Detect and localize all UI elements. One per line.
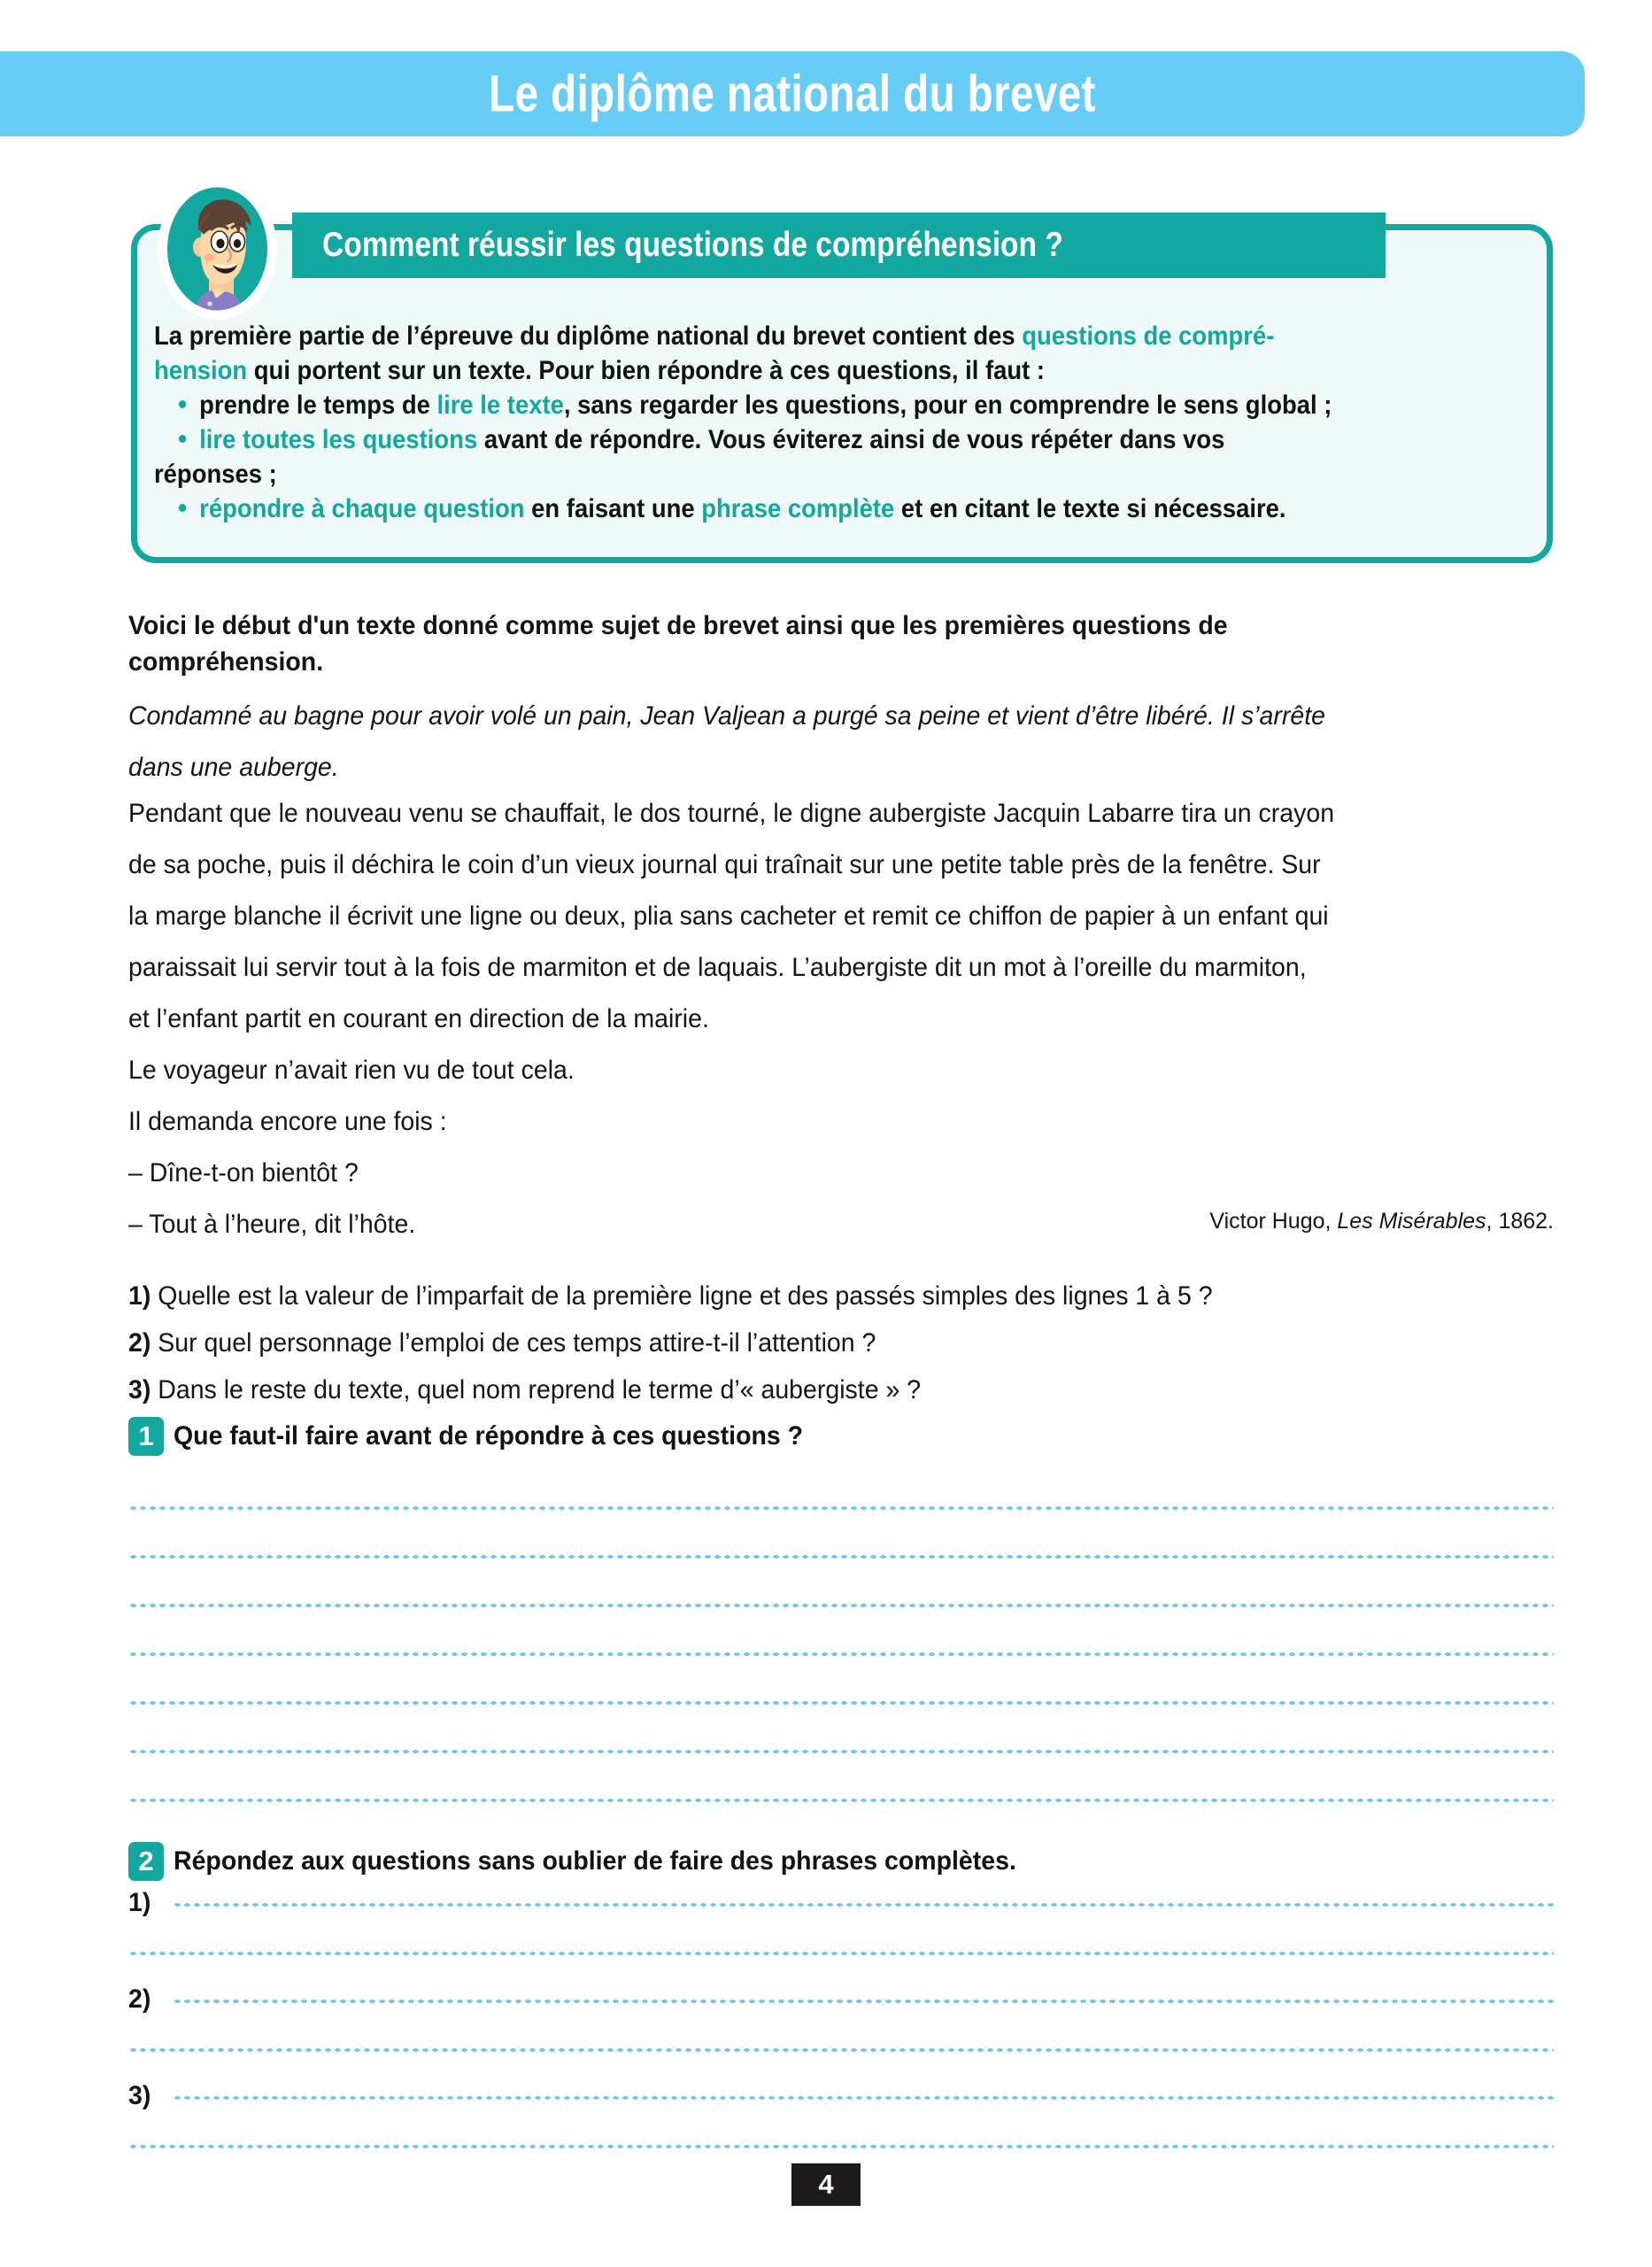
answer-line[interactable] [173,2095,1554,2101]
answer-label-2: 2) [128,1985,151,2014]
callout-bullet-1 [154,388,1439,422]
passage-line: – Dîne-t-on bientôt ? [128,1158,359,1188]
source-question [128,1366,1483,1413]
bullet-point-icon [179,435,186,443]
answer-line[interactable] [128,1505,1554,1511]
answer-line[interactable] [128,1951,1554,1956]
exercise-1-heading [128,1417,837,1456]
answer-label-1: 1) [128,1888,151,1917]
passage-line: et l’enfant partit en courant en direction de la mairie. [128,1004,709,1033]
passage-line: Le voyageur n’avait rien vu de tout cela. [128,1056,575,1085]
passage-text [128,788,1554,1250]
callout-text: et en citant le texte si nécessaire. [894,494,1286,523]
question-number: 2) [128,1328,151,1358]
passage-line: la marge blanche il écrivit une ligne ou deux, plia sans cacheter et remit ce chiffon de papier à un enfant qui [128,901,1329,931]
callout-intro-line-2 [154,353,1439,388]
question-text: Dans le reste du texte, quel nom reprend le terme d’« aubergiste » ? [151,1375,922,1404]
callout-accent-text: hension [154,356,248,385]
bullet-point-icon [179,400,186,408]
source-questions-list [128,1273,1554,1413]
question-text: Sur quel personnage l’emploi de ces temps attire-t-il l’attention ? [151,1328,876,1358]
attribution-author: Victor Hugo, [1209,1209,1338,1234]
callout-text: avant de répondre. Vous éviterez ainsi de vous répéter dans vos [477,425,1225,454]
callout-bullet-3 [154,491,1439,526]
method-callout-heading-banner [292,213,1386,278]
callout-accent-text: phrase complète [701,494,895,523]
answer-line[interactable] [128,2047,1554,2053]
passage-attribution [128,1209,1554,1234]
callout-text: réponses ; [154,460,277,489]
callout-text: en faisant une [524,494,702,523]
callout-text: prendre le temps de [199,391,437,420]
source-question [128,1273,1483,1319]
passage-line: Il demanda encore une fois : [128,1107,447,1136]
answer-line[interactable] [128,1603,1554,1608]
passage-intro-italic [128,691,1554,793]
page-title: Le diplôme national du brevet [489,65,1096,123]
passage-line: de sa poche, puis il déchira le coin d’un vieux journal qui traînait sur une petite table près de la fenêtre. Sur [128,850,1321,879]
lead-line: Voici le début d'un texte donné comme sujet de brevet ainsi que les premières questions de [128,611,1228,640]
student-avatar-icon [158,178,277,320]
answer-line[interactable] [173,1902,1554,1907]
method-callout-heading: Comment réussir les questions de compréhension ? [322,226,1063,264]
page-number-badge: 4 [791,2163,861,2206]
source-question [128,1319,1483,1366]
exercise-1-title: Que faut-il faire avant de répondre à ces questions ? [174,1421,804,1451]
callout-text: qui portent sur un texte. Pour bien répondre à ces questions, il faut : [247,356,1046,385]
method-callout-body [154,319,1535,526]
bullet-point-icon [179,504,186,512]
question-number: 3) [128,1375,151,1404]
answer-line[interactable] [128,1652,1554,1657]
callout-text: La première partie de l’épreuve du diplôme national du brevet contient des [154,321,1023,351]
callout-accent-text: lire toutes les questions [199,425,478,454]
answer-line[interactable] [128,1798,1554,1803]
lead-line: compréhension. [128,647,324,677]
attribution-work: Les Misérables [1337,1209,1486,1234]
intro-italic-line: dans une auberge. [128,753,339,782]
callout-bullet-2 [154,422,1439,457]
page-title-banner [0,51,1585,136]
callout-accent-text: questions de compré- [1022,321,1275,351]
lead-paragraph [128,607,1554,680]
exercise-1-badge: 1 [128,1417,164,1456]
attribution-year: , 1862. [1486,1209,1554,1234]
callout-accent-text: répondre à chaque question [199,494,525,523]
exercise-2-heading [128,1842,1061,1881]
passage-line: paraissait lui servir tout à la fois de marmiton et de laquais. L’aubergiste dit un mot à l’oreille du marmiton, [128,953,1307,982]
exercise-2-title: Répondez aux questions sans oublier de faire des phrases complètes. [174,1846,1016,1876]
answer-line[interactable] [128,1700,1554,1706]
passage-line: Pendant que le nouveau venu se chauffait, le dos tourné, le digne aubergiste Jacquin Labarre tira un crayon [128,799,1335,828]
question-text: Quelle est la valeur de l’imparfait de la première ligne et des passés simples des lignes 1 à 5 ? [151,1281,1213,1311]
callout-text: , sans regarder les questions, pour en comprendre le sens global ; [563,391,1332,420]
answer-label-3: 3) [128,2081,151,2110]
callout-accent-text: lire le texte [436,391,564,420]
question-number: 1) [128,1281,151,1311]
callout-bullet-2-cont [154,457,1439,491]
answer-line[interactable] [128,1749,1554,1754]
answer-line[interactable] [128,1554,1554,1559]
answer-line[interactable] [128,2144,1554,2149]
callout-intro-line-1 [154,319,1439,353]
exercise-2-badge: 2 [128,1842,164,1881]
intro-italic-line: Condamné au bagne pour avoir volé un pain, Jean Valjean a purgé sa peine et vient d’être libéré. Il s’arrête [128,701,1325,731]
passage-line: – Tout à l’heure, dit l’hôte. [128,1210,416,1239]
answer-line[interactable] [173,1999,1554,2004]
